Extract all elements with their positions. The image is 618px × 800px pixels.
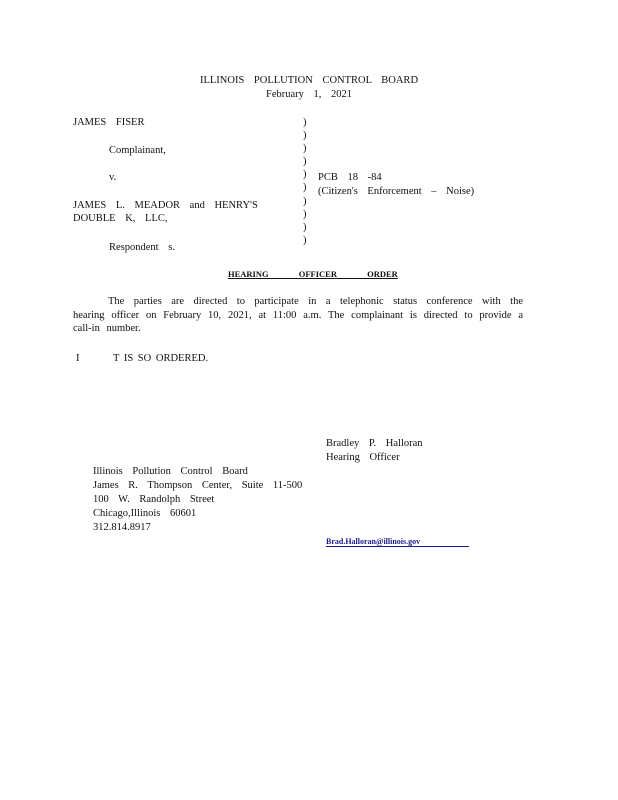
address-line-board: Illinois Pollution Control Board: [93, 466, 248, 477]
versus-label: v.: [109, 172, 117, 183]
address-line-building: James R. Thompson Center, Suite 11-500: [93, 480, 303, 491]
caption-paren: ): [303, 156, 307, 168]
respondent-role: Respondent s.: [109, 242, 175, 253]
caption-paren: ): [303, 130, 307, 142]
order-paragraph: [73, 295, 523, 336]
signatory-name: Bradley P. Halloran: [326, 438, 423, 449]
so-ordered-initial: I: [76, 353, 80, 364]
caption-paren: ): [303, 208, 307, 220]
caption-paren: ): [303, 182, 307, 194]
caption-paren: ): [303, 234, 307, 246]
caption-paren: ): [303, 169, 307, 181]
so-ordered-text: T IS SO ORDERED.: [113, 353, 209, 364]
complainant-role: Complainant,: [109, 145, 166, 156]
order-date: February 1, 2021: [265, 89, 353, 100]
signatory-title: Hearing Officer: [326, 452, 400, 463]
email-underline: [326, 546, 469, 547]
address-line-phone: 312.814.8917: [93, 522, 151, 533]
caption-parenthesis-column: [303, 116, 313, 247]
address-line-city: Chicago,Illinois 60601: [93, 508, 197, 519]
caption-paren: ): [303, 195, 307, 207]
address-line-street: 100 W. Randolph Street: [93, 494, 215, 505]
order-paragraph-text: The parties are directed to participate in a telephonic status conference with the hearing officer on February 10, 2021, at 11:00 a.m. The complainant is directed to provide a call-in number.: [73, 296, 523, 334]
complainant-name: JAMES FISER: [73, 117, 145, 128]
order-title: HEARING OFFICER ORDER: [228, 269, 398, 279]
agency-title: ILLINOIS POLLUTION CONTROL BOARD: [199, 75, 419, 86]
case-type: (Citizen's Enforcement – Noise): [318, 186, 475, 197]
email-link[interactable]: Brad.Halloran@illinois.gov: [326, 537, 421, 546]
caption-paren: ): [303, 117, 307, 128]
caption-paren: ): [303, 221, 307, 233]
respondent-name-line2: DOUBLE K, LLC,: [73, 213, 168, 224]
case-number: PCB 18 -84: [318, 172, 382, 183]
caption-paren: ): [303, 143, 307, 155]
respondent-name-line1: JAMES L. MEADOR and HENRY'S: [73, 200, 258, 211]
